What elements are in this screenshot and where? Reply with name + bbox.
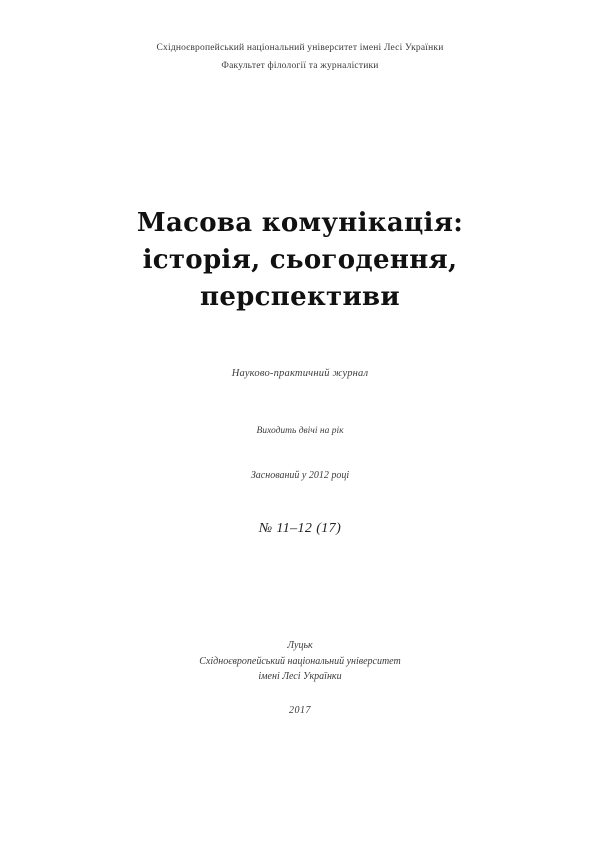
imprint-publisher-line-1: Східноєвропейський національний університет [199, 655, 401, 667]
publication-frequency: Виходить двічі на рік [256, 426, 344, 436]
title-line-1: Масова комунікація: [136, 208, 464, 238]
affiliation-line-faculty: Факультет філології та журналістики [221, 60, 379, 71]
founded-year-note: Заснований у 2012 році [250, 470, 350, 481]
journal-subtitle [0, 368, 600, 379]
page-title [0, 205, 600, 316]
publisher-affiliation [0, 40, 600, 75]
title-line-2: історія, сьогодення, [142, 244, 458, 275]
subtitle-line-1: Науково-практичний журнал [231, 368, 369, 379]
affiliation-line-university: Східноєвропейський національний університет імені Лесі Українки [156, 43, 444, 53]
imprint-city: Луцьк [287, 640, 313, 651]
issue-number: № 11–12 (17) [258, 521, 342, 536]
title-line-3: перспективи [200, 281, 400, 312]
imprint-block [0, 638, 600, 685]
imprint-publisher-line-2: імені Лесі Українки [258, 671, 342, 682]
publication-year: 2017 [289, 705, 311, 716]
